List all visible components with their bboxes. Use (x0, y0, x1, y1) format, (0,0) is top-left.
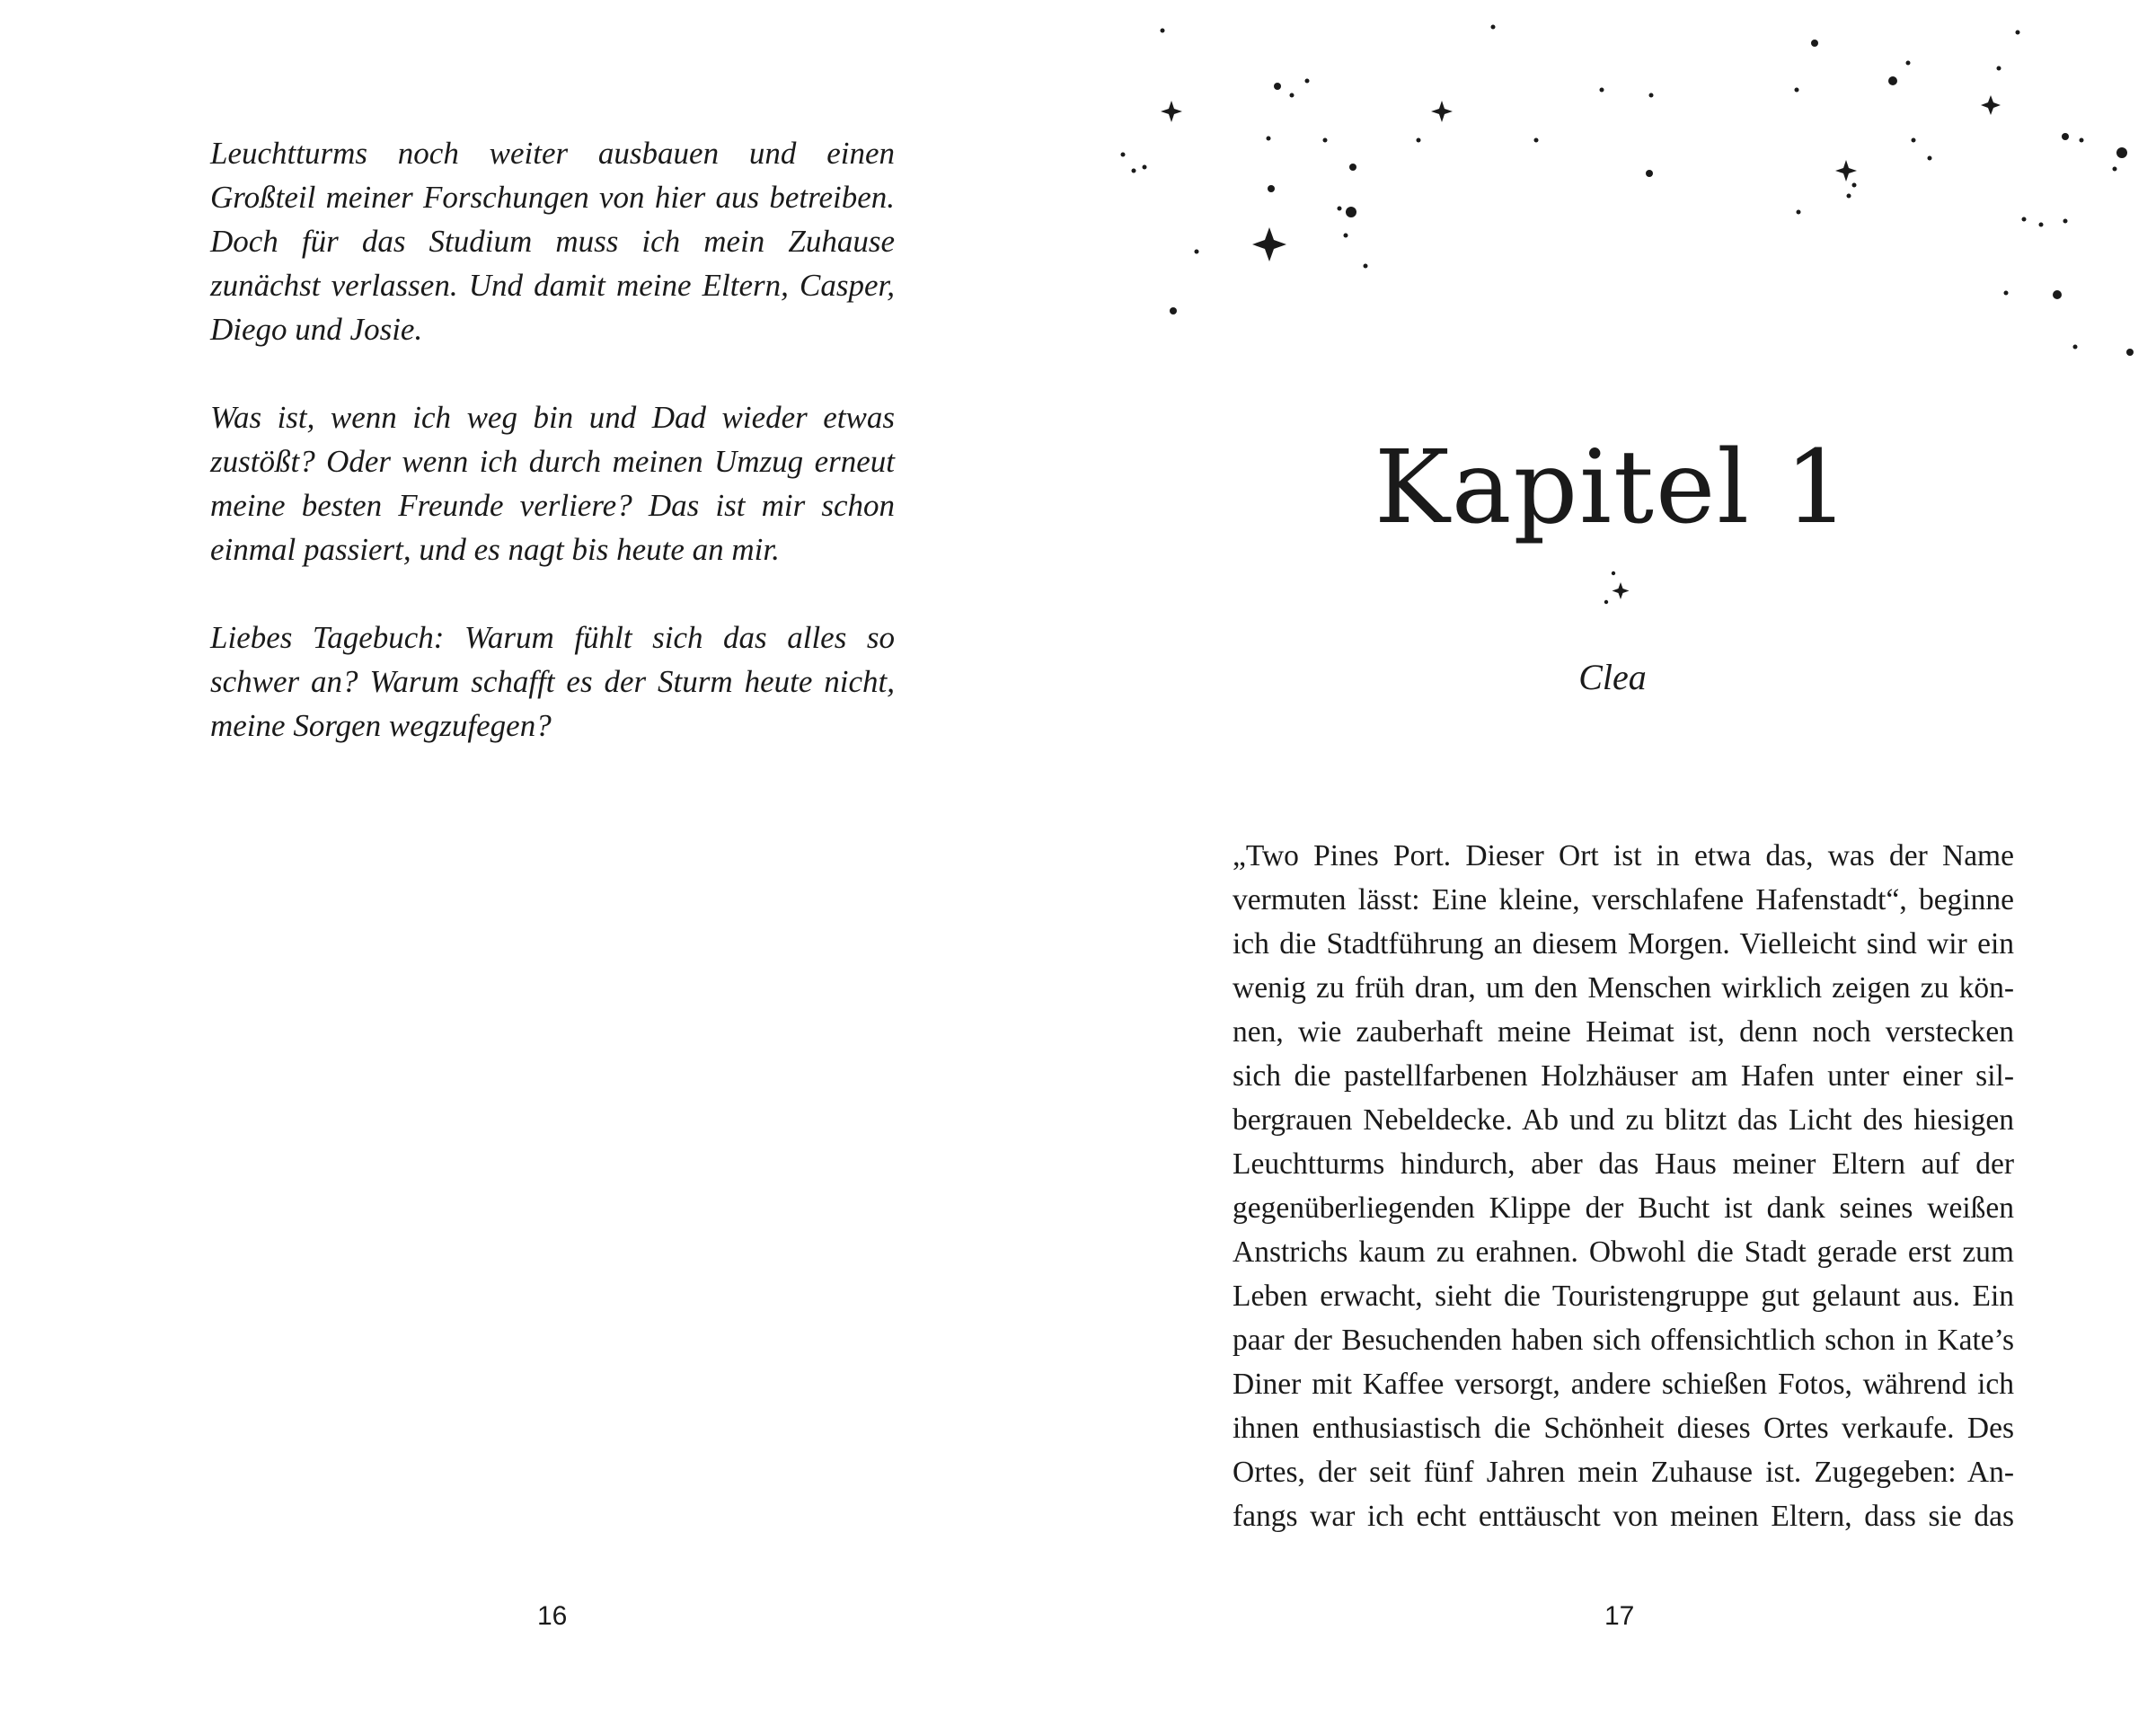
body-line: wenig zu früh dran, um den Menschen wirklich zeigen zu kön- (1233, 971, 2014, 1005)
starfield-icon (1069, 0, 2156, 377)
body-line: Anstrichs kaum zu erahnen. Obwohl die Stadt gerade erst zum (1233, 1235, 2014, 1269)
body-line: Ortes, der seit fünf Jahren mein Zuhause ist. Zugegeben: An- (1233, 1456, 2014, 1489)
page-number-left: 16 (537, 1601, 568, 1631)
chapter-body (1233, 834, 2014, 1538)
sparkle-stars-icon (1599, 566, 1635, 611)
body-line: sich die pastellfarbenen Holzhäuser am Hafen unter einer sil- (1233, 1059, 2014, 1093)
left-page (0, 0, 1069, 1718)
body-line: fangs war ich echt enttäuscht von meinen Eltern, dass sie das (1233, 1500, 2014, 1533)
body-line: Diner mit Kaffee versorgt, andere schießen Fotos, während ich (1233, 1368, 2014, 1401)
diary-paragraph: Liebes Tagebuch: Warum fühlt sich das alles so schwer an? Warum schafft es der Sturm heute nicht, meine Sorgen wegzufegen? (210, 620, 895, 743)
diary-paragraph: Leuchtturms noch weiter ausbauen und einen Großteil meiner Forschungen von hier aus betreiben. Doch für das Studium muss ich mein Zuhause zunächst verlassen. Und damit meine Eltern, Casper, Diego und Josie. (210, 136, 895, 347)
body-line: „Two Pines Port. Dieser Ort ist in etwa das, was der Name (1233, 839, 2014, 872)
body-line: nen, wie zauberhaft meine Heimat ist, denn noch verstecken (1233, 1015, 2014, 1049)
body-line: gegenüberliegenden Klippe der Bucht ist dank seines weißen (1233, 1191, 2014, 1225)
body-line: ihnen enthusiastisch die Schönheit dieses Ortes verkaufe. Des (1233, 1412, 2014, 1445)
body-line: ich die Stadtführung an diesem Morgen. Vielleicht sind wir ein (1233, 927, 2014, 961)
pov-character-name: Clea (1578, 657, 1647, 697)
diary-paragraph: Was ist, wenn ich weg bin und Dad wieder etwas zustößt? Oder wenn ich durch meinen Umzug erneut meine besten Freunde verliere? Das ist mir schon einmal passiert, und es nagt bis heute an mir. (210, 400, 895, 567)
page-number-right: 17 (1604, 1601, 1635, 1631)
body-line: paar der Besuchenden haben sich offensichtlich schon in Kate’s (1233, 1324, 2014, 1357)
diary-entry (210, 131, 895, 748)
chapter-title: Kapitel 1 (1374, 430, 1851, 546)
body-line: vermuten lässt: Eine kleine, verschlafene Hafenstadt“, beginne (1233, 883, 2014, 917)
body-line: Leuchtturms hindurch, aber das Haus meiner Eltern auf der (1233, 1147, 2014, 1181)
body-line: Leben erwacht, sieht die Touristengruppe gut gelaunt aus. Ein (1233, 1280, 2014, 1313)
body-line: bergrauen Nebeldecke. Ab und zu blitzt das Licht des hiesigen (1233, 1103, 2014, 1137)
